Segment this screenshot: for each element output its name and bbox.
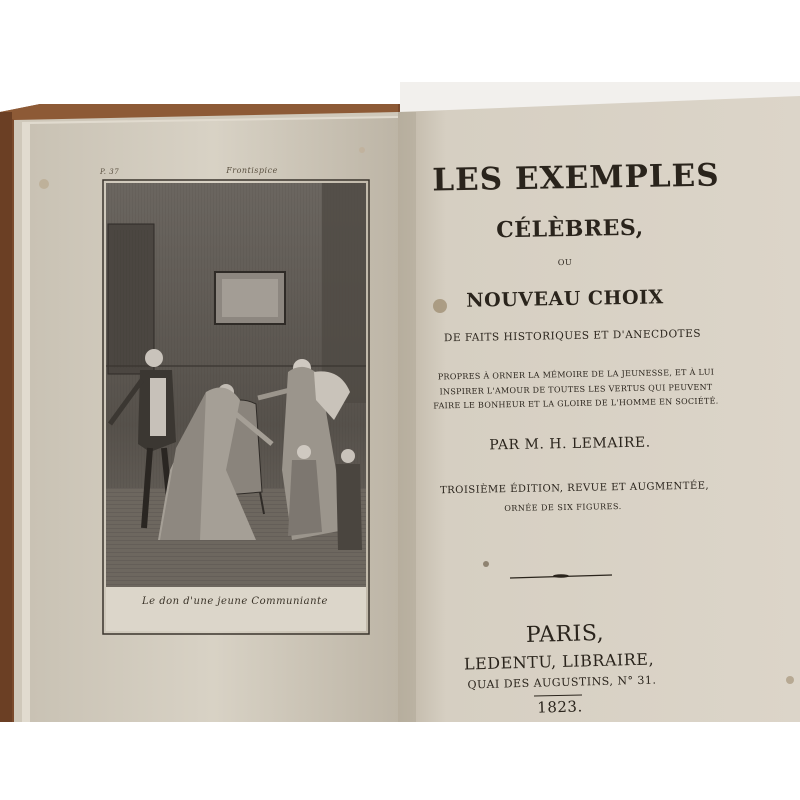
imprint-city: PARIS, xyxy=(525,620,605,649)
imprint-publisher: LEDENTU, LIBRAIRE, xyxy=(463,649,655,674)
frontispiece-engraving xyxy=(103,180,369,634)
author-line: PAR M. H. LEMAIRE. xyxy=(489,434,651,454)
engraving-caption: Le don d'une jeune Communiante xyxy=(142,596,328,607)
imprint-address: QUAI DES AUGUSTINS, N° 31. xyxy=(467,673,657,692)
title-conjunction: OU xyxy=(557,257,573,268)
page-mark: P. 37 xyxy=(100,168,120,176)
edition-line: TROISIÈME ÉDITION, REVUE ET AUGMENTÉE, xyxy=(439,480,710,497)
title-line-2: CÉLÈBRES, xyxy=(496,214,644,244)
figures-line: ORNÉE DE SIX FIGURES. xyxy=(504,501,622,514)
title-subtitle: DE FAITS HISTORIQUES ET D'ANECDOTES xyxy=(443,327,702,345)
title-line-1: LES EXEMPLES xyxy=(432,157,720,199)
description-line-3: FAIRE LE BONHEUR ET LA GLOIRE DE L'HOMME EN SOCIÉTÉ. xyxy=(433,396,719,411)
title-line-3: NOUVEAU CHOIX xyxy=(466,286,664,312)
description-line-2: INSPIRER L'AMOUR DE TOUTES LES VERTUS QUI PEUVENT xyxy=(439,382,713,397)
imprint-year: 1823. xyxy=(537,697,583,717)
description-line-1: PROPRES À ORNER LA MÉMOIRE DE LA JEUNESSE, ET À LUI xyxy=(437,367,715,382)
frontispiece-label: Frontispice xyxy=(226,166,278,175)
